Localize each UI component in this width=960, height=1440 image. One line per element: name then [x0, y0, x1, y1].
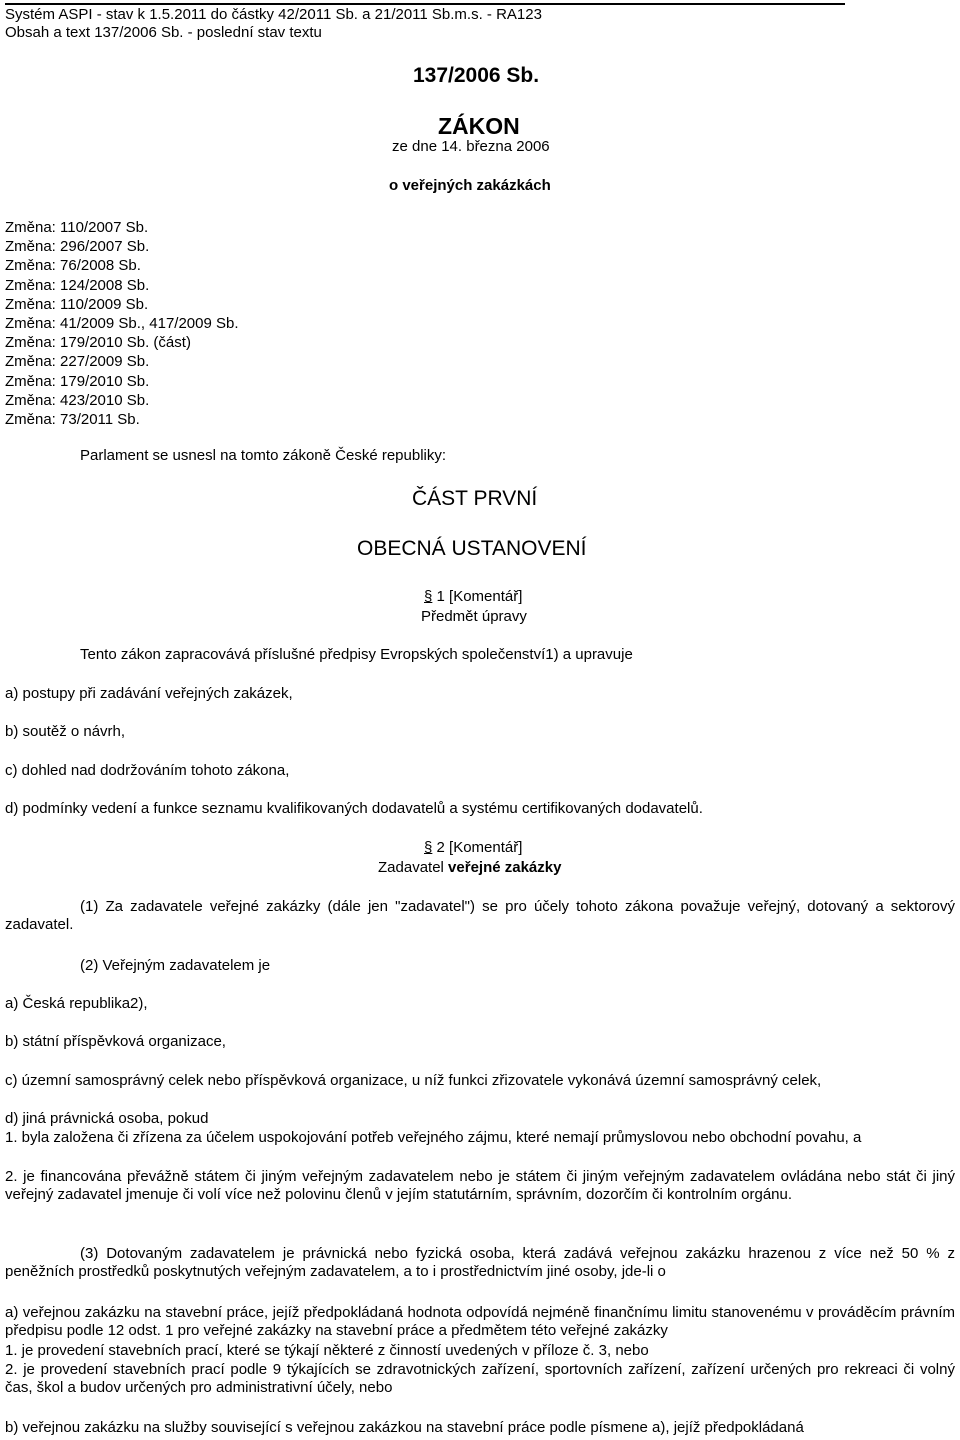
list-item: d) jiná právnická osoba, pokud: [5, 1110, 209, 1127]
list-item: b) veřejnou zakázku na služby související s veřejnou zakázkou na stavební práce podle písmene a), jejíž předpokládaná: [5, 1419, 804, 1436]
part-subtitle: OBECNÁ USTANOVENÍ: [357, 537, 587, 560]
section-1-heading: Předmět úpravy: [421, 608, 527, 625]
change-item: Změna: 124/2008 Sb.: [5, 276, 150, 294]
change-item: Změna: 227/2009 Sb.: [5, 353, 150, 371]
change-item: Změna: 110/2009 Sb.: [5, 295, 149, 313]
section-1-label[interactable]: [424, 588, 522, 606]
list-item: b) soutěž o návrh,: [5, 723, 126, 740]
paragraph: (1) Za zadavatele veřejné zakázky (dále jen "zadavatel") se pro účely tohoto zákona považuje veřejný, dotovaný a sektorový zadavatel.: [5, 898, 955, 933]
header-line-2: Obsah a text 137/2006 Sb. - poslední stav textu: [5, 24, 322, 41]
section-2-heading-plain: Zadavatel: [378, 859, 449, 876]
list-item: a) veřejnou zakázku na stavební práce, jejíž předpokládaná hodnota odpovídá nejméně finančnímu limitu stanovenému v prováděcím právním předpisu podle 12 odst. 1 pro veřejné zakázky na stavební práce a předmětem této veřejné zakázky: [5, 1304, 955, 1339]
change-item: Změna: 423/2010 Sb.: [5, 391, 150, 409]
law-subject: o veřejných zakázkách: [389, 177, 551, 194]
list-subitem: 1. byla založena či zřízena za účelem uspokojování potřeb veřejného zájmu, které nemají průmyslovou nebo obchodní povahu, a: [5, 1129, 862, 1146]
list-item: c) územní samosprávný celek nebo příspěvková organizace, u níž funkci zřizovatele vykonává územní samosprávný celek,: [5, 1072, 822, 1089]
section-2-heading: [378, 859, 561, 877]
section-2-comment-link[interactable]: 2 [Komentář]: [432, 839, 523, 856]
list-item: b) státní příspěvková organizace,: [5, 1033, 226, 1050]
list-subitem: 1. je provedení stavebních prací, které se týkají některé z činností uvedených v příloze č. 3, nebo: [5, 1342, 649, 1359]
section-symbol: §: [424, 588, 433, 605]
change-item: Změna: 73/2011 Sb.: [5, 410, 140, 428]
section-2-heading-bold: veřejné zakázky: [448, 859, 562, 876]
law-date: ze dne 14. března 2006: [392, 138, 550, 155]
section-1-comment-link[interactable]: 1 [Komentář]: [432, 588, 523, 605]
change-item: Změna: 179/2010 Sb. (část): [5, 334, 191, 352]
change-item: Změna: 296/2007 Sb.: [5, 238, 150, 256]
header-line-1: Systém ASPI - stav k 1.5.2011 do částky 42/2011 Sb. a 21/2011 Sb.m.s. - RA123: [5, 6, 542, 23]
change-item: Změna: 76/2008 Sb.: [5, 257, 141, 275]
section-symbol: §: [424, 839, 433, 856]
change-item: Změna: 179/2010 Sb.: [5, 372, 150, 390]
list-item: d) podmínky vedení a funkce seznamu kvalifikovaných dodavatelů a systému certifikovaných dodavatelů.: [5, 800, 703, 817]
list-item: a) Česká republika2),: [5, 995, 148, 1012]
changes-list: [5, 218, 239, 429]
list-subitem: 2. je provedení stavebních prací podle 9 týkajících se zdravotnických zařízení, sportovních zařízení, zařízení určených pro rekreaci či volný čas, škol a budov určených pro administrativní účely, nebo: [5, 1361, 955, 1396]
law-number: 137/2006 Sb.: [413, 64, 540, 87]
header-rule: [5, 3, 845, 5]
part-title: ČÁST PRVNÍ: [412, 487, 538, 510]
change-item: Změna: 110/2007 Sb.: [5, 219, 149, 236]
list-subitem: 2. je financována převážně státem či jiným veřejným zadavatelem nebo je státem či jiným veřejným zadavatelem ovládána nebo stát či jiný veřejný zadavatel jmenuje či volí více než polovinu členů v jejím statutárním, správním, dozorčím či kontrolním orgánu.: [5, 1168, 955, 1203]
preamble: Parlament se usnesl na tomto zákoně České republiky:: [80, 447, 447, 464]
section-1-intro: Tento zákon zapracovává příslušné předpisy Evropských společenství1) a upravuje: [80, 646, 633, 663]
paragraph: (2) Veřejným zadavatelem je: [80, 957, 271, 974]
law-kind: ZÁKON: [438, 113, 520, 139]
paragraph: (3) Dotovaným zadavatelem je právnická nebo fyzická osoba, která zadává veřejnou zakázku hrazenou z více než 50 % z peněžních prostředků poskytnutých veřejným zadavatelem, a to i prostřednictvím jiné osoby, jde-li o: [5, 1245, 955, 1280]
change-item: Změna: 41/2009 Sb., 417/2009 Sb.: [5, 314, 239, 332]
list-item: a) postupy při zadávání veřejných zakázek,: [5, 685, 293, 702]
list-item: c) dohled nad dodržováním tohoto zákona,: [5, 762, 290, 779]
section-2-label[interactable]: [424, 839, 522, 857]
